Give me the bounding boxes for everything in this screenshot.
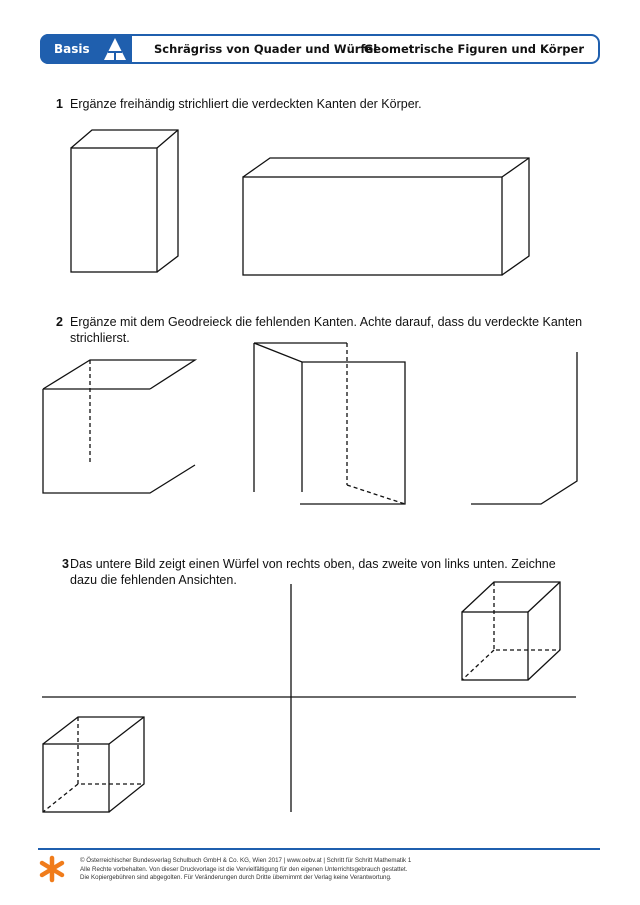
publisher-logo-icon bbox=[38, 855, 66, 883]
task2-figure-c bbox=[471, 352, 577, 504]
task-2-number: 2 bbox=[56, 315, 63, 329]
task-2-text-line1: Ergänze mit dem Geodreieck die fehlenden Kanten. Achte darauf, dass du verdeckte Kanten bbox=[70, 315, 583, 329]
task-3-text-line2: dazu die fehlenden Ansichten. bbox=[70, 573, 237, 587]
copyright-line-1: © Österreichischer Bundesverlag Schulbuch GmbH & Co. KG, Wien 2017 | www.oebv.at | Schritt für Schritt Mathematik 1 bbox=[80, 857, 412, 864]
task3-cube-bottom-left bbox=[43, 717, 144, 812]
task3-axes bbox=[42, 584, 576, 812]
task1-wide-cuboid bbox=[243, 158, 529, 275]
task1-tall-cuboid bbox=[71, 130, 178, 272]
task2-figure-b bbox=[254, 343, 405, 504]
level-badge-label: Basis bbox=[54, 42, 90, 56]
task-3-text-line1: Das untere Bild zeigt einen Würfel von rechts oben, das zweite von links unten. Zeichne bbox=[70, 557, 556, 571]
task3-cube-top-right bbox=[462, 582, 560, 680]
task2-figure-a bbox=[43, 360, 195, 493]
footer-rule bbox=[38, 848, 600, 850]
copyright-line-2: Alle Rechte vorbehalten. Von dieser Druckvorlage ist die Vervielfältigung für den eigenen Unterrichtsgebrauch gestattet. bbox=[80, 865, 408, 873]
copyright-notice bbox=[80, 857, 600, 883]
chapter-title: Geometrische Figuren und Körper bbox=[363, 42, 584, 56]
task-1-number: 1 bbox=[56, 97, 63, 111]
task-2-text-line2: strichlierst. bbox=[70, 331, 130, 345]
copyright-line-3: Die Kopiergebühren sind abgegolten. Für Veränderungen durch Dritte übernimmt der Verlag keine Verantwortung. bbox=[80, 874, 392, 881]
task-1-text: Ergänze freihändig strichliert die verdeckten Kanten der Körper. bbox=[70, 97, 422, 111]
worksheet-title: Schrägriss von Quader und Würfel bbox=[154, 42, 378, 56]
task-3-number: 3 bbox=[62, 557, 69, 571]
